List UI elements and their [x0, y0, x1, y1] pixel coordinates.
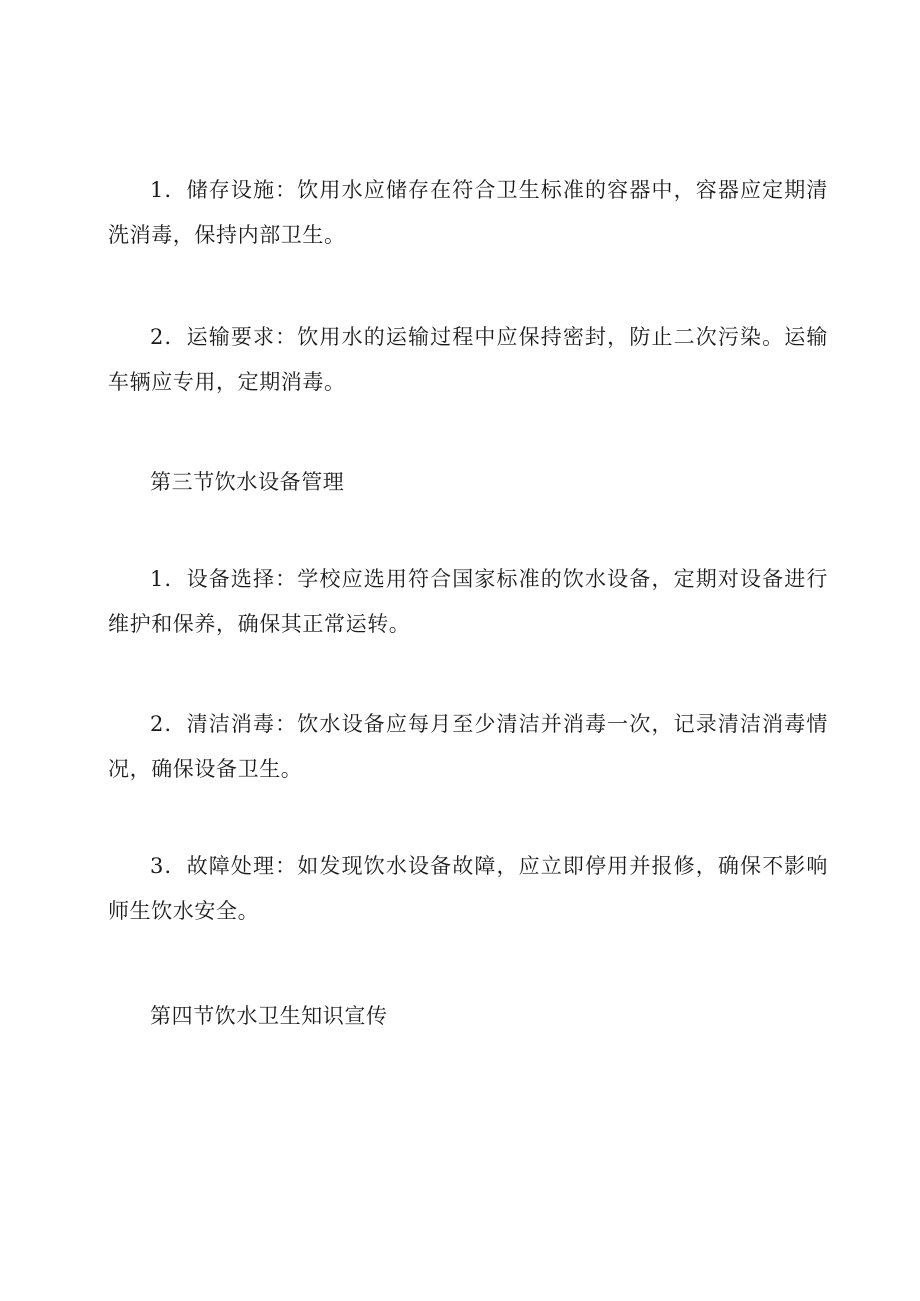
section-heading-3: 第三节饮水设备管理 [150, 470, 345, 494]
paragraph-equipment-selection: 1．设备选择：学校应选用符合国家标准的饮水设备，定期对设备进行维护和保养，确保其正常运转。 [108, 567, 828, 636]
paragraph-cleaning-disinfection: 2．清洁消毒：饮水设备应每月至少清洁并消毒一次，记录清洁消毒情况，确保设备卫生。 [108, 712, 828, 781]
paragraph-storage-facilities: 1．储存设施：饮用水应储存在符合卫生标准的容器中，容器应定期清洗消毒，保持内部卫生。 [108, 178, 828, 247]
paragraph-transport-requirements: 2．运输要求：饮用水的运输过程中应保持密封，防止二次污染。运输车辆应专用，定期消毒。 [108, 325, 828, 394]
section-heading-4: 第四节饮水卫生知识宣传 [150, 1004, 388, 1028]
paragraph-fault-handling: 3．故障处理：如发现饮水设备故障，应立即停用并报修，确保不影响师生饮水安全。 [108, 854, 828, 923]
